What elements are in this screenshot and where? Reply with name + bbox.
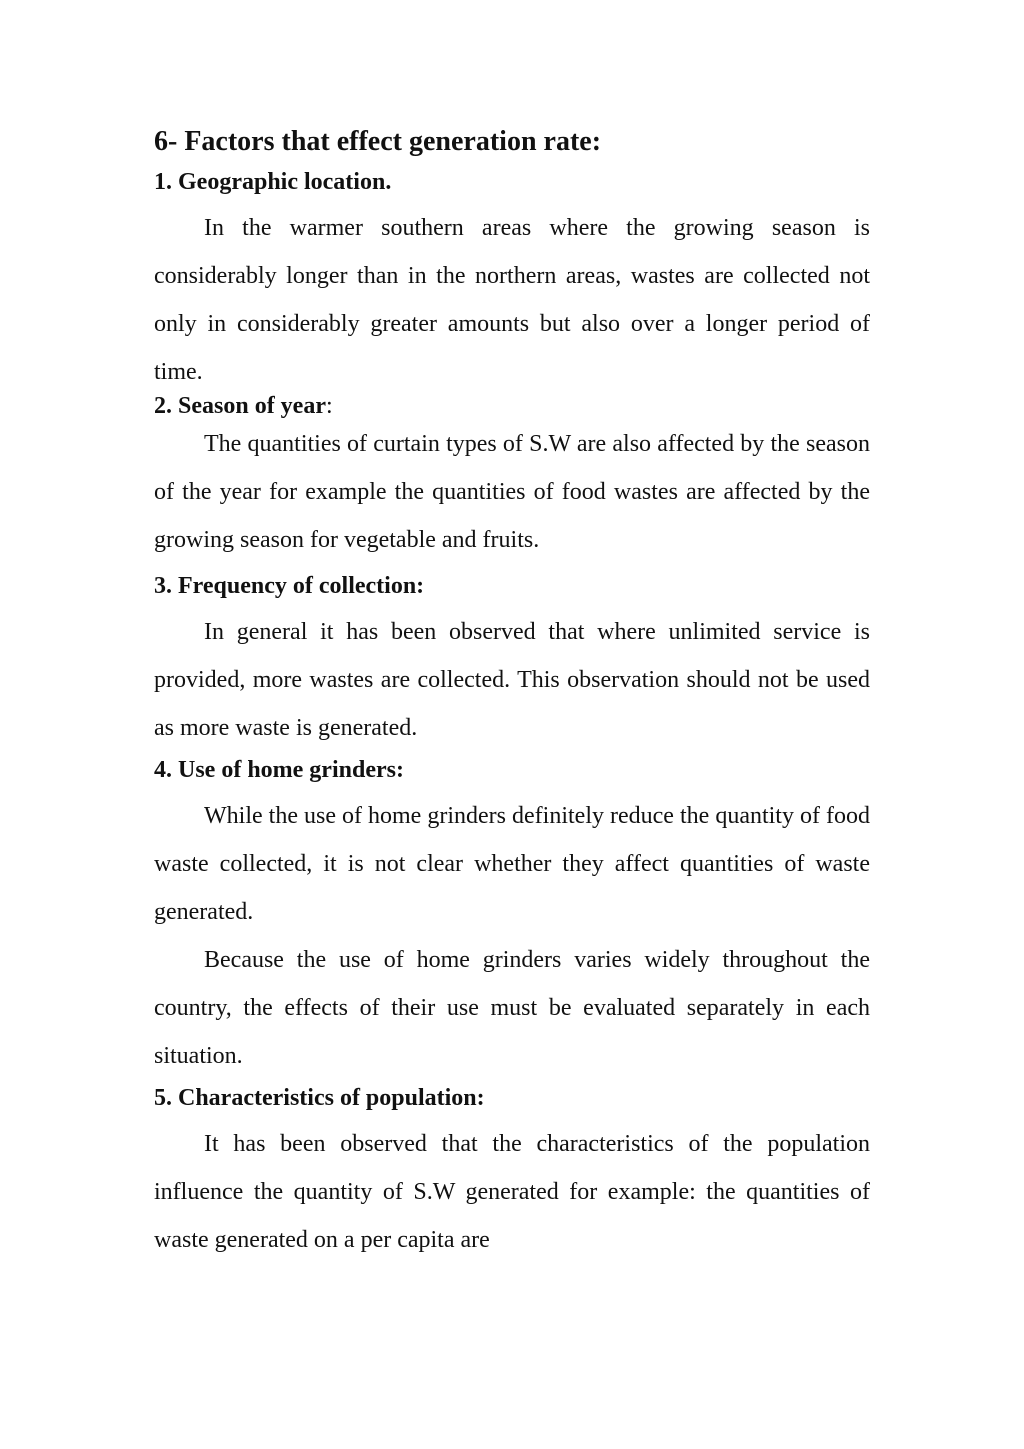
section-paragraph: The quantities of curtain types of S.W are also affected by the season of the year for example the quantities of food wastes are affected by the growing season for vegetable and fruits. (154, 431, 870, 553)
section-paragraph: Because the use of home grinders varies widely throughout the country, the effects of their use must be evaluated separately in each situation. (154, 947, 870, 1069)
section-frequency-of-collection (154, 570, 870, 752)
section-paragraph: In the warmer southern areas where the growing season is considerably longer than in the northern areas, wastes are collected not only in considerably greater amounts but also over a longer period of time. (154, 215, 870, 385)
section-geographic-location (154, 166, 870, 396)
section-population-characteristics (154, 1082, 870, 1264)
section-paragraph: While the use of home grinders definitely reduce the quantity of food waste collected, it is not clear whether they affect quantities of waste generated. (154, 803, 870, 925)
section-season-of-year (154, 390, 870, 564)
page-title: 6- Factors that effect generation rate: (154, 126, 602, 157)
document-page (154, 120, 870, 1264)
section-heading: 1. Geographic location. (154, 169, 392, 195)
section-paragraph: It has been observed that the characteristics of the population influence the quantity of S.W generated for example: the quantities of waste generated on a per capita are (154, 1131, 870, 1253)
section-heading: 4. Use of home grinders: (154, 757, 404, 783)
section-heading-suffix: : (325, 393, 333, 419)
section-paragraph: In general it has been observed that where unlimited service is provided, more wastes are collected. This observation should not be used as more waste is generated. (154, 619, 870, 741)
section-heading-text: 2. Season of year (154, 393, 326, 419)
section-heading: 5. Characteristics of population: (154, 1085, 485, 1111)
section-heading (154, 390, 870, 422)
section-home-grinders (154, 754, 870, 1080)
section-heading: 3. Frequency of collection: (154, 573, 425, 599)
